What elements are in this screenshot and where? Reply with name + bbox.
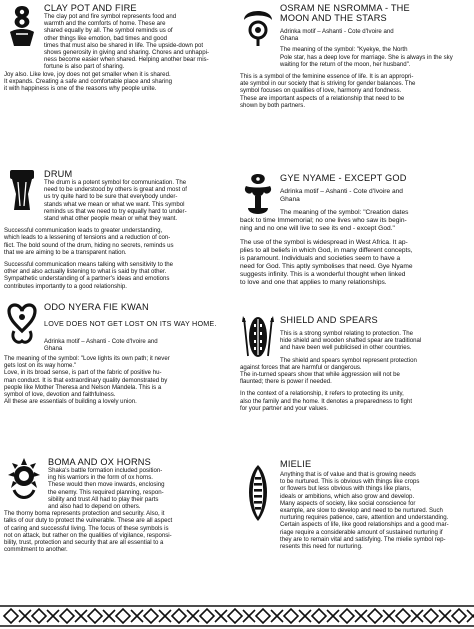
- frieze-diamond: [116, 609, 130, 623]
- frieze-diamond: [60, 609, 74, 623]
- frieze-cross: [75, 610, 87, 622]
- section-title: GYE NYAME - EXCEPT GOD: [280, 173, 407, 183]
- moon-stars-icon: [240, 2, 276, 48]
- section-title: SHIELD AND SPEARS: [280, 315, 378, 325]
- frieze-diamond: [88, 609, 102, 623]
- section-text: Successful communication leads to greater understanding, which leads to a lessening of tensions and a reduction of con- flict. The bold sound of the drum, hiding no secrets, reminds us that we are aiming to be a transparent nation.: [4, 227, 174, 256]
- section-text: The use of the symbol is widespread in West Africa. It ap- plies to all beliefs in which God, in many different concepts, is paramount. Individuals and societies seem to have a need for God. This aptly symbolises that need. Gye Nyame suggests infinity. This is a wonderful thought when linked to love and one that applies to many relationships.: [240, 239, 413, 286]
- section-moon-stars: [240, 0, 472, 109]
- section-text: The meaning of the symbol: "Creation dates back to time Immemorial; no one lives who saw its begin- ning and no one will live to see its end - except God.": [240, 209, 409, 232]
- section-text: The shield and spears symbol represent protection against forces that are harmful or dangerous. The in-turned spears show that while aggression will not be flaunted; there is power if needed.: [240, 356, 417, 386]
- section-clay-pot: [4, 0, 234, 92]
- frieze-diamond: [452, 609, 466, 623]
- section-title: DRUM: [44, 169, 73, 179]
- section-shield-spears: [240, 312, 472, 412]
- section-text: Shaka's battle formation included position- ing his warriors in the form of ox horns. These would then move inwards, enclosing the enemy. This required planning, respon- sibility and trust All had to play their parts and also had to depend on others.: [48, 467, 165, 511]
- section-title: CLAY POT AND FIRE: [44, 3, 137, 13]
- motif-line: Adrinka motif – Ashanti - Cote d'Ivoire and Ghana: [280, 28, 394, 43]
- frieze-cross: [327, 610, 339, 622]
- frieze-cross: [103, 610, 115, 622]
- shield-spears-icon: [240, 314, 276, 360]
- section-text: The meaning of the symbol: "Kyekye, the North Pole star, has a deep love for marriage. She is always in the sky waiting for the return of the moon, her husband".: [280, 46, 453, 68]
- frieze-diamond: [172, 609, 186, 623]
- frieze-cross: [131, 610, 143, 622]
- section-text: This is a symbol of the feminine essence of life. It is an appropri- ate symbol in our society that is striving for gender balances. The symbol focuses on qualities of love, harmony and fondness. These are important aspects of a relationship that need to be shown by both partners.: [240, 73, 416, 109]
- gye-nyame-icon: [240, 172, 276, 218]
- motif-line: Adrinka motif – Ashanti - Cote d'Ivoire and Ghana: [44, 337, 158, 352]
- frieze-diamond: [228, 609, 242, 623]
- section-drum: [4, 166, 234, 290]
- frieze-cross: [467, 610, 474, 622]
- odo-nyera-icon: [4, 301, 40, 347]
- clay-pot-fire-icon: [4, 2, 40, 48]
- frieze-cross: [159, 610, 171, 622]
- frieze-cross: [411, 610, 423, 622]
- frieze-diamond: [340, 609, 354, 623]
- section-mielie: [240, 456, 472, 550]
- frieze-cross: [355, 610, 367, 622]
- mielie-icon: [240, 458, 276, 528]
- frieze-cross: [19, 610, 31, 622]
- frieze-diamond: [32, 609, 46, 623]
- frieze-diamond: [284, 609, 298, 623]
- section-title: BOMA AND OX HORNS: [48, 457, 151, 467]
- frieze-diamond: [144, 609, 158, 623]
- section-odo-nyera: [4, 299, 234, 405]
- section-text: The drum is a potent symbol for communication. The need to be understood by others is great and most of us try quite hard to be sure that everybody under- stands what we mean or what we want. This symbol reminds us that we need to try equally hard to under- stand what other people mean or what they want.: [44, 179, 187, 223]
- frieze-diamond: [4, 609, 18, 623]
- frieze-diamond: [256, 609, 270, 623]
- frieze-diamond: [368, 609, 382, 623]
- frieze-diamond: [396, 609, 410, 623]
- section-gye-nyame: [240, 170, 472, 287]
- frieze-cross: [243, 610, 255, 622]
- section-text: The thorny boma represents protection and security. Also, it talks of our duty to protect the vulnerable. These are all aspect of caring and successful living. The focus of these symbols is not on attack, but rather on the qualities of vigilance, responsi- bility, trust, protection and security that are all essential to a commitment to another.: [4, 510, 173, 554]
- section-text: This is a strong symbol relating to protection. The hide shield and wooden shafted spear are traditional and have been well publicised in other countries.: [280, 330, 422, 352]
- drum-icon: [4, 168, 40, 214]
- frieze-cross: [439, 610, 451, 622]
- section-text: Anything that is of value and that is growing needs to be nurtured. This is obvious with things like crops or flowers but less obvious with things like plans, ideals or ambitions, which also grow and develop. Many aspects of society, like social conscience for example, are slow to develop and need to be nurtured. Such nurturing requires patience, care, attention and understanding. Certain aspects of life, like good relationships and a good mar- riage require a considerable amount of sustained nurturing if they are to remain vital and satisfying. The mielie symbol rep- resents this need for nurturing.: [280, 471, 449, 551]
- boma-ox-horns-icon: [4, 456, 44, 502]
- frieze-diamond: [200, 609, 214, 623]
- frieze-diamond: [312, 609, 326, 623]
- section-subtitle: LOVE DOES NOT GET LOST ON ITS WAY HOME.: [44, 319, 217, 328]
- section-text: In the context of a relationship, it refers to protecting its unity, also the family and the home. It denotes a preparedness to fight for your partner and your values.: [240, 390, 413, 412]
- frieze-diamond: [424, 609, 438, 623]
- section-text: Successful communication means talking with sensitivity to the other and also actually listening to what is said by that other. Sympathetic understanding of a partner's ideas and emotions contributes importantly to a good relationship.: [4, 261, 174, 290]
- section-title: ODO NYERA FIE KWAN: [44, 302, 149, 312]
- section-title: MIELIE: [280, 459, 312, 469]
- frieze-cross: [383, 610, 395, 622]
- decorative-border: [0, 603, 474, 629]
- section-boma: [4, 454, 234, 553]
- motif-line: Adrinka motif – Ashanti - Cote d'Ivoire and Ghana: [280, 188, 403, 203]
- frieze-cross: [215, 610, 227, 622]
- section-text: Joy also. Like love, joy does not get smaller when it is shared. It expands. Creating a safe and comfortable place and sharing it with happiness is one of the reasons why people unite.: [4, 70, 173, 93]
- frieze-cross: [47, 610, 59, 622]
- frieze-cross: [271, 610, 283, 622]
- section-text: The clay pot and fire symbol represents food and warmth and the comforts of home. These are shared equally by all. The symbol reminds us of other things like emotion, bad times and good times that must also be shared in life. The upside-down pot shows generosity in giving and sharing. Chores and unhappi- ness become easier when shared. Helping another bear mis- fortune is also part of sharing.: [44, 13, 209, 71]
- frieze-cross: [187, 610, 199, 622]
- section-title: OSRAM NE NSROMMA - THE MOON AND THE STARS: [280, 3, 410, 23]
- section-text: The meaning of the symbol: "Love lights its own path; it never gets lost on its way home." Love, in its broad sense, is part of the fabric of positive hu- man conduct. It is that extraordinary quality demonstrated by people like Mother Theresa and Nelson Mandela. This is a symbol of love, devotion and faithfulness. All these are essentials of building a lovely union.: [4, 354, 170, 406]
- frieze-cross: [299, 610, 311, 622]
